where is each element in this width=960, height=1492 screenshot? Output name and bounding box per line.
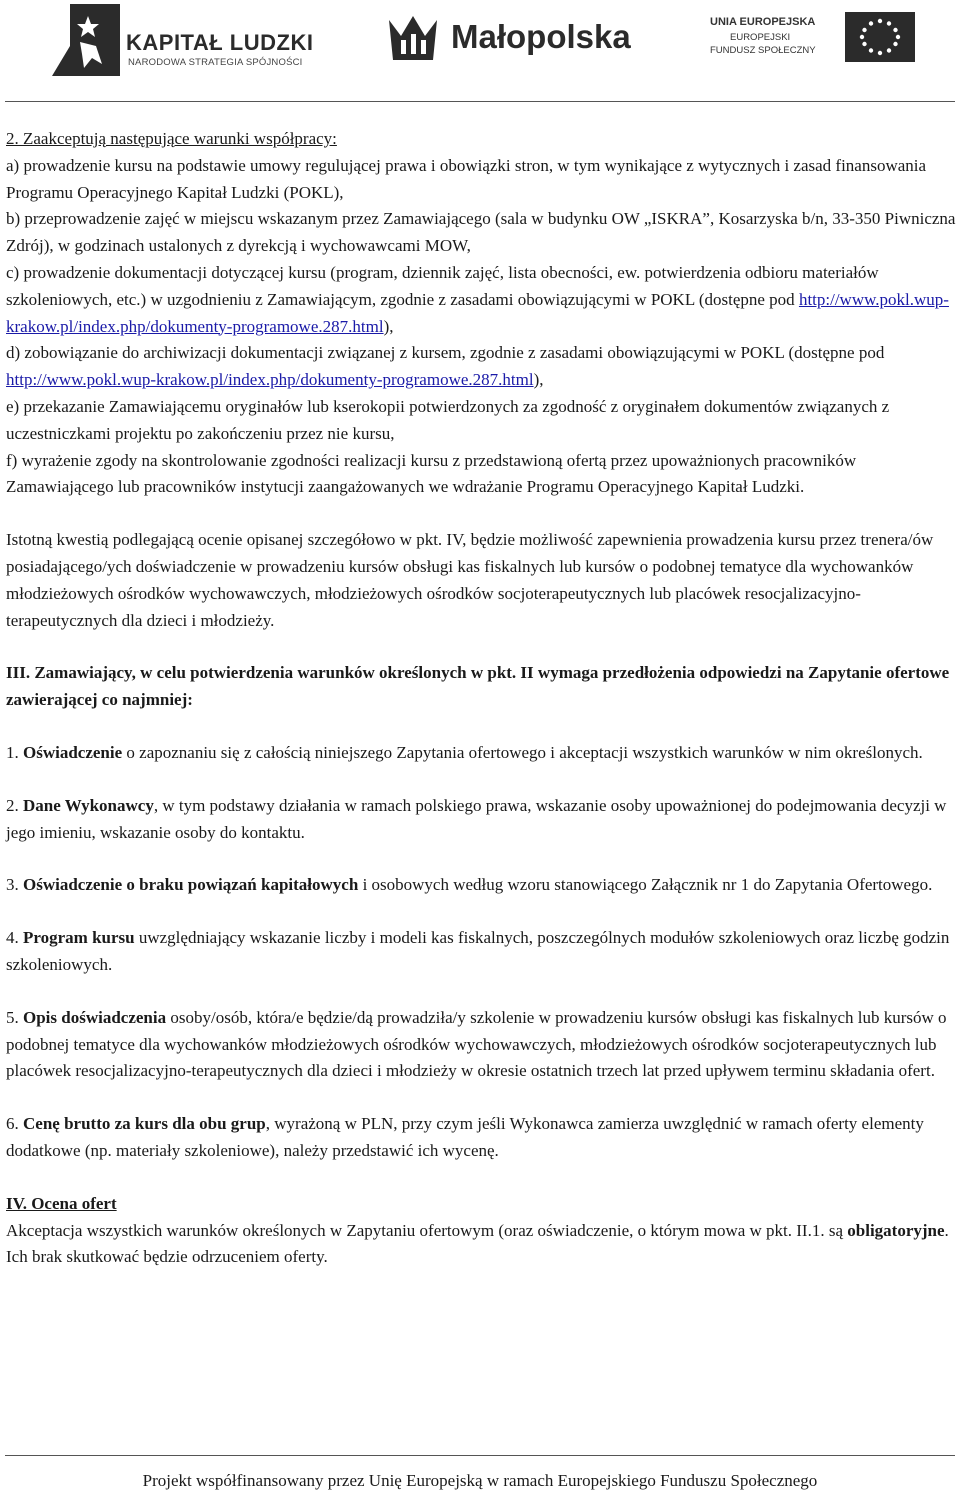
item-d-tail: ), [533,370,544,390]
section4-text-bold: obligatoryjne [847,1220,945,1240]
item-bold: Oświadczenie [23,742,123,762]
item-text: uwzględniający wskazanie liczby i modeli kas fiskalnych, poszczególnych modułów szkoleniowych oraz liczbę godzin szkoleniowych. [6,928,950,974]
section2-item-e: e) przekazanie Zamawiającemu oryginałów lub kserokopii potwierdzonych za zgodność z oryginałem dokumentów związanych z uczestniczkami projektu po zakończeniu przez nie kursu, [6,396,890,443]
section2-heading: 2. Zaakceptują następujące warunki współpracy: [6,129,337,148]
section2-item-b: b) przeprowadzenie zajęć w miejscu wskazanym przez Zamawiającego (sala w budynku OW „ISKRA”, Kosarzyska b/n, 33-350 Piwniczna Zdrój), w godzinach ustalonych z dyrekcją i wychowawcami MOW, [6,209,956,256]
spacer [6,767,956,793]
section3-heading [6,660,956,714]
item-d-text: d) zobowiązanie do archiwizacji dokumentacji związanej z kursem, zgodnie z zasadami obowiązującymi w POKL (dostępne pod [6,343,885,363]
section3-item-6 [6,1111,956,1165]
item-c-tail: ), [383,316,394,336]
section3-item-1 [6,740,956,767]
item-number: 3. [6,875,23,895]
item-text: osoby/osób, która/e będzie/dą prowadziła/y szkolenie w prowadzeniu kursów obsługi kas fiskalnych lub kursów o podobnej tematyce dla wychowanków młodzieżowych ośrodków wychowawczych, młodzieżowych ośrodków socjoterapeutycznych lub placówek resocjalizacyjno-terapeutycznych dla dzieci i młodzieży w okresie ostatnich trzech lat przed upływem terminu składania ofert. [6,1007,947,1081]
spacer [6,501,956,527]
page-footer: Projekt współfinansowany przez Unię Europejską w ramach Europejskiego Funduszu Społecznego [142,1471,818,1490]
item-text: , w tym podstawy działania w ramach polskiego prawa, wskazanie osoby upoważnionej do podejmowania decyzji w jego imieniu, wskazanie osoby do kontaktu. [6,795,947,842]
spacer [6,714,956,740]
item-text: i osobowych według wzoru stanowiącego Załącznik nr 1 do Zapytania Ofertowego. [358,875,933,895]
pokl-docs-link[interactable]: http://www.pokl.wup-krakow.pl/index.php/dokumenty-programowe.287.html [6,370,534,390]
item-text: o zapoznaniu się z całością niniejszego Zapytania ofertowego i akceptacji wszystkich warunków w nim określonych. [122,742,923,762]
item-number: 2. [6,795,23,815]
item-number: 1. [6,742,23,762]
item-number: 4. [6,928,23,948]
item-bold: Opis doświadczenia [23,1007,167,1027]
eu-logo-line1: UNIA EUROPEJSKA [710,16,816,28]
malopolska-crown-icon [383,10,443,70]
spacer [6,979,956,1005]
spacer [6,1165,956,1191]
eu-logo-line2: EUROPEJSKI [730,32,791,43]
section3-item-2 [6,793,956,847]
item-text: , wyrażoną w PLN, przy czym jeśli Wykonawca zamierza uwzględnić w ramach oferty elementy dodatkowe (np. materiały szkoleniowe), należy przedstawić ich wycenę. [6,1114,924,1160]
spacer [6,846,956,872]
section3-item-3 [6,872,956,899]
spacer [6,634,956,660]
header-divider [5,101,955,102]
section2-item-d [6,340,956,394]
item-number: 6. [6,1114,23,1134]
kapital-ludzki-logo [52,2,322,82]
kapital-ludzki-subtitle: NARODOWA STRATEGIA SPÓJNOŚCI [128,57,303,68]
eu-logo-line3: FUNDUSZ SPOŁECZNY [710,45,816,56]
section4-heading [6,1191,956,1218]
section4-heading-text: IV. Ocena ofert [6,1193,117,1213]
document-body [6,126,956,1271]
section2-item-f: f) wyrażenie zgody na skontrolowanie zgodności realizacji kursu z przedstawioną ofertą przez upoważnionych pracowników Zamawiającego lub pracowników instytucji zaangażowanych we wdrażanie Programu Operacyjnego Kapitał Ludzki. [6,450,857,497]
item-c-text: c) prowadzenie dokumentacji dotyczącej kursu (program, dziennik zajęć, lista obecności, ew. potwierdzenia odbioru materiałów szkoleniowych, etc.) w uzgodnieniu z Zamawiającym, zgodnie z zasadami obowiązującymi w POKL (dostępne pod [6,262,879,309]
section2-item-a: a) prowadzenie kursu na podstawie umowy regulującej prawa i obowiązki stron, w tym wynikające z wytycznych i zasad finansowania Programu Operacyjnego Kapitał Ludzki (POKL), [6,155,927,202]
pokl-docs-link[interactable]: http://www.pokl.wup-krakow.pl/index.php/dokumenty-programowe.287.html [6,289,949,336]
section4-text-start: Akceptacja wszystkich warunków określonych w Zapytaniu ofertowym (oraz oświadczenie, o którym mowa w pkt. II.1. są [6,1220,848,1240]
section3-item-5 [6,1005,956,1085]
section2-item-c [6,260,956,340]
item-bold: Cenę brutto za kurs dla obu grup [23,1114,266,1134]
section3-heading-text: III. Zamawiający, w celu potwierdzenia warunków określonych w pkt. II wymaga przedłożenia odpowiedzi na Zapytanie ofertowe zawierającej co najmniej: [6,663,950,710]
item-number: 5. [6,1007,23,1027]
criterion-paragraph: Istotną kwestią podlegającą ocenie opisanej szczegółowo w pkt. IV, będzie możliwość zapewnienia prowadzenia kursu przez trenera/ów posiadającego/ych doświadczenie w prowadzeniu kursów obsługi kas fiskalnych lub kursów o podobnej tematyce dla wychowanków młodzieżowych ośrodków wychowawczych, młodzieżowych ośrodków socjoterapeutycznych lub placówek resocjalizacyjno-terapeutycznych dla dzieci i młodzieży. [6,530,934,630]
section4-text [6,1218,956,1272]
item-bold: Dane Wykonawcy [23,795,154,815]
item-bold: Oświadczenie o braku powiązań kapitałowych [23,875,359,895]
eu-logo [700,10,920,66]
section4-text-end: . Ich brak skutkować będzie odrzuceniem oferty. [6,1220,949,1267]
malopolska-title: Małopolska [451,18,631,55]
eu-flag-icon [845,12,915,62]
kapital-ludzki-title: KAPITAŁ LUDZKI [126,30,314,55]
spacer [6,899,956,925]
footer-divider [5,1455,955,1456]
page-header [0,0,960,90]
kapital-ludzki-emblem-icon [52,2,124,82]
spacer [6,1085,956,1111]
section3-item-4 [6,925,956,979]
item-bold: Program kursu [23,928,135,948]
malopolska-logo [383,6,643,72]
